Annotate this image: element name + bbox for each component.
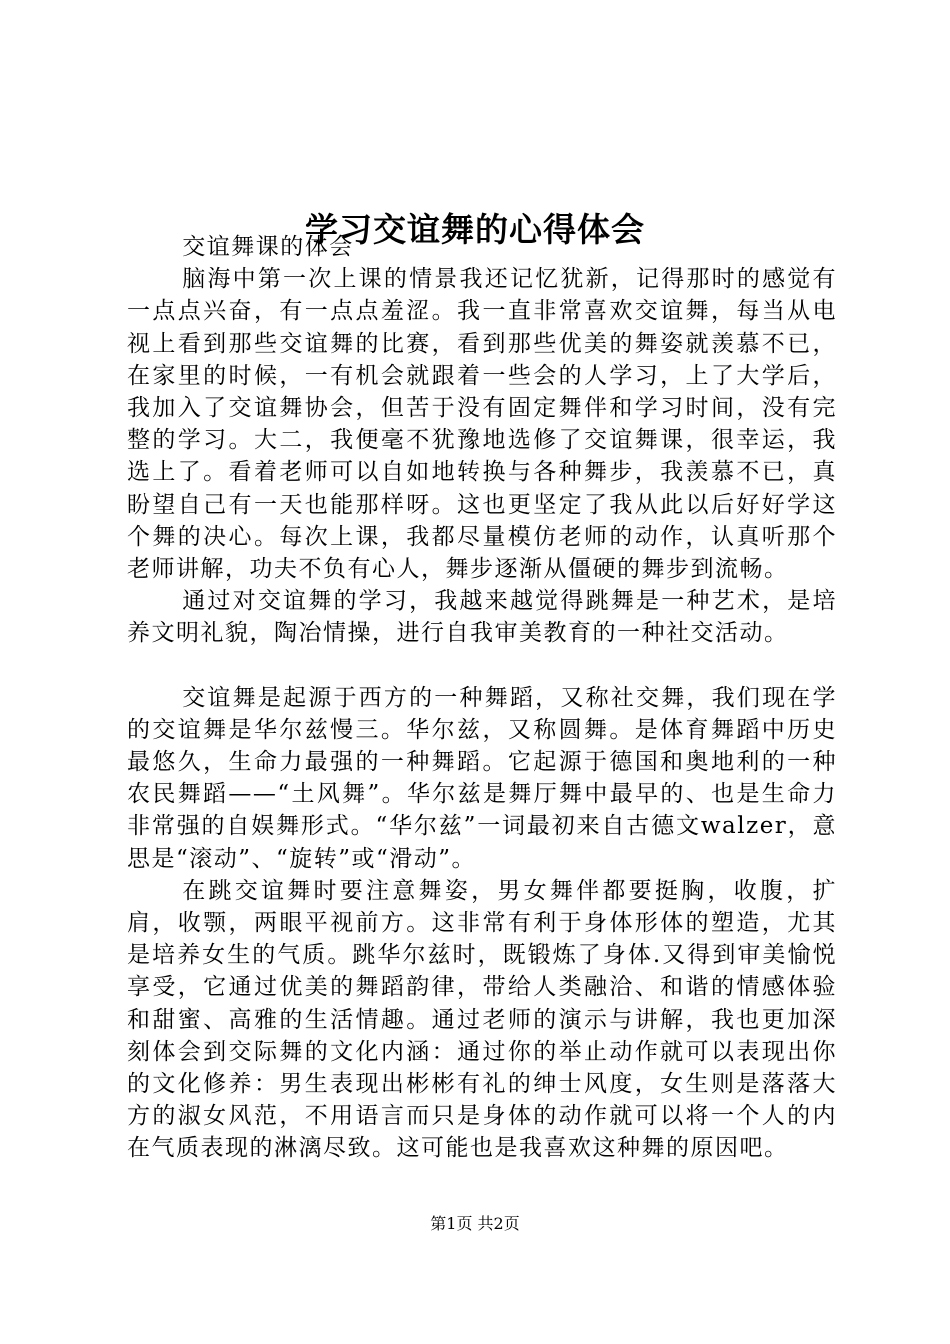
document-body: [127, 231, 837, 1165]
paragraph-first-class: 脑海中第一次上课的情景我还记忆犹新，记得那时的感觉有一点点兴奋，有一点点羞涩。我一直非常喜欢交谊舞，每当从电视上看到那些交谊舞的比赛，看到那些优美的舞姿就羡慕不已，在家里的时候，一有机会就跟着一些会的人学习，上了大学后，我加入了交谊舞协会，但苦于没有固定舞伴和学习时间，没有完整的学习。大二，我便毫不犹豫地选修了交谊舞课，很幸运，我选上了。看着老师可以自如地转换与各种舞步，我羡慕不已，真盼望自己有一天也能那样呀。这也更坚定了我从此以后好好学这个舞的决心。每次上课，我都尽量模仿老师的动作，认真听那个老师讲解，功夫不负有心人，舞步逐渐从僵硬的舞步到流畅。: [127, 266, 837, 583]
paragraph-dance-posture: 在跳交谊舞时要注意舞姿，男女舞伴都要挺胸，收腹，扩肩，收颚，两眼平视前方。这非常有利于身体形体的塑造，尤其是培养女生的气质。跳华尔兹时，既锻炼了身体.又得到审美愉悦享受，它通过优美的舞蹈韵律，带给人类融洽、和谐的情感体验和甜蜜、高雅的生活情趣。通过老师的演示与讲解，我也更加深刻体会到交际舞的文化内涵：通过你的举止动作就可以表现出你的文化修养：男生表现出彬彬有礼的绅士风度，女生则是落落大方的淑女风范，不用语言而只是身体的动作就可以将一个人的内在气质表现的淋漓尽致。这可能也是我喜欢这种舞的原因吧。: [127, 877, 837, 1162]
paragraph-dance-as-art: 通过对交谊舞的学习，我越来越觉得跳舞是一种艺术，是培养文明礼貌，陶冶情操，进行自我审美教育的一种社交活动。: [127, 588, 837, 647]
paragraph-waltz-origin: 交谊舞是起源于西方的一种舞蹈，又称社交舞，我们现在学的交谊舞是华尔兹慢三。华尔兹，又称圆舞。是体育舞蹈中历史最悠久，生命力最强的一种舞蹈。它起源于德国和奥地利的一种农民舞蹈——“土风舞”。华尔兹是舞厅舞中最早的、也是生命力非常强的自娱舞形式。“华尔兹”一词最初来自古德文walzer，意思是“滚动”、“旋转”或“滑动”。: [127, 684, 837, 872]
document-title: 学习交谊舞的心得体会: [305, 210, 645, 250]
page-number-footer: 第1页 共2页: [430, 1214, 520, 1233]
section-subtitle: 交谊舞课的体会: [182, 234, 354, 260]
